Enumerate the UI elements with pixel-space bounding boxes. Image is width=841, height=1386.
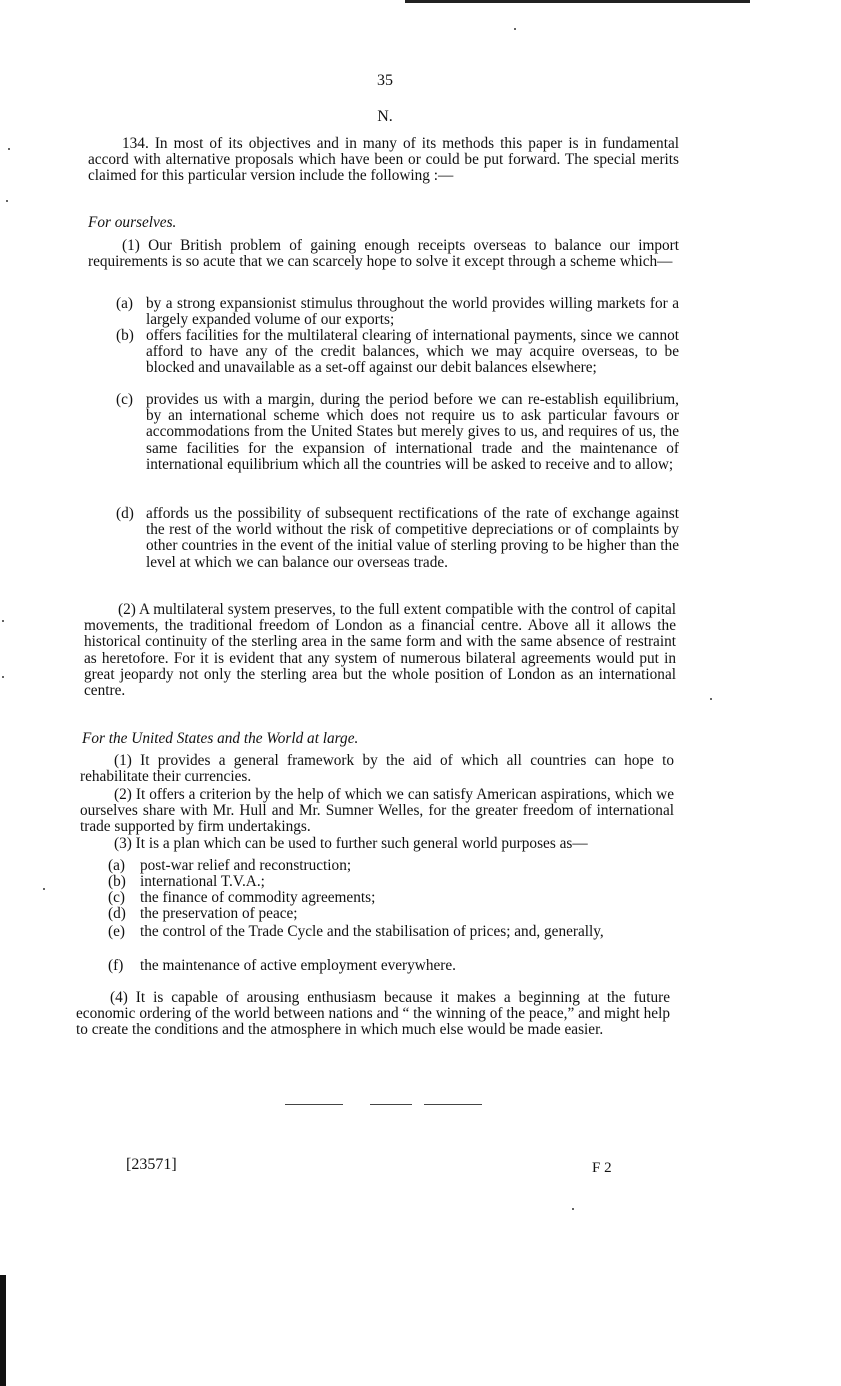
ourselves-point-2 bbox=[84, 602, 676, 699]
world-item-e bbox=[108, 923, 672, 940]
item-text: post-war relief and reconstruction; bbox=[140, 857, 352, 874]
section-letter: N. bbox=[377, 108, 393, 125]
item-text: by a strong expansionist stimulus throughout the world provides willing markets for a largely expanded volume of our exports; bbox=[146, 295, 679, 329]
world-point-3 bbox=[80, 836, 674, 852]
world-point-1 bbox=[80, 753, 674, 785]
item-label: (e) bbox=[108, 923, 125, 940]
item-text: provides us with a margin, during the period before we can re-establish equilibrium, by an international scheme which does not require us to ask particular favours or accommodations from the United States but merely gives to us, and requires of us, the same facilities for the expansion of international trade and the maintenance of international equilibrium which all the countries will be asked to receive and to allow; bbox=[146, 391, 679, 473]
document-reference: [23571] bbox=[126, 1156, 177, 1173]
item-label: (d) bbox=[116, 505, 134, 522]
ourselves-point-1-text: (1) Our British problem of gaining enough receipts overseas to balance our import requirements is so acute that we can scarcely hope to solve it except through a scheme which— bbox=[88, 237, 679, 271]
item-label: (c) bbox=[116, 391, 133, 408]
ourselves-item-c bbox=[116, 391, 679, 473]
heading-for-ourselves: For ourselves. bbox=[88, 214, 177, 231]
item-label: (a) bbox=[116, 295, 133, 312]
world-item-a bbox=[108, 857, 672, 874]
scan-speck bbox=[514, 28, 516, 30]
world-item-f bbox=[108, 957, 672, 974]
item-text: affords us the possibility of subsequent rectifications of the rate of exchange against the rest of the world without the risk of competitive depreciations or of complaints by other countries in the event of the initial value of sterling proving to be higher than the level at which we can balance our overseas trade. bbox=[146, 505, 679, 571]
world-point-2-text: (2) It offers a criterion by the help of which we can satisfy American aspirations, which we ourselves share with Mr. Hull and Mr. Sumner Welles, for the greater freedom of international trade supported by firm undertakings. bbox=[80, 786, 674, 836]
world-item-b bbox=[108, 873, 672, 890]
item-text: international T.V.A.; bbox=[140, 873, 265, 890]
end-rule bbox=[285, 1104, 343, 1105]
end-rule bbox=[424, 1104, 482, 1105]
world-point-2 bbox=[80, 787, 674, 836]
world-point-4 bbox=[76, 990, 670, 1039]
world-point-1-text: (1) It provides a general framework by the aid of which all countries can hope to rehabilitate their currencies. bbox=[80, 752, 674, 786]
item-text: the preservation of peace; bbox=[140, 905, 298, 922]
item-label: (b) bbox=[108, 873, 126, 890]
ourselves-item-d bbox=[116, 505, 679, 571]
scan-edge-line bbox=[405, 0, 750, 3]
item-text: the finance of commodity agreements; bbox=[140, 889, 376, 906]
end-rule bbox=[370, 1104, 412, 1105]
world-point-3-text: (3) It is a plan which can be used to further such general world purposes as— bbox=[114, 835, 588, 852]
ourselves-point-2-text: (2) A multilateral system preserves, to the full extent compatible with the control of capital movements, the traditional freedom of London as a financial centre. Above all it allows the historical continuity of the sterling area in the same form and with the same absence of restraint as heretofore. For it is evident that any system of numerous bilateral agreements would put in great jeopardy not only the sterling area but the whole position of London as an international centre. bbox=[84, 601, 676, 700]
world-item-d bbox=[108, 905, 672, 922]
ourselves-point-1 bbox=[88, 238, 679, 270]
scan-speck bbox=[43, 888, 45, 890]
scan-edge-bar bbox=[0, 1275, 6, 1386]
world-point-4-text: (4) It is capable of arousing enthusiasm because it makes a beginning at the future economic ordering of the world between nations and “ the winning of the peace,” and might help to create the conditions and the atmosphere in which much else would be made easier. bbox=[76, 989, 670, 1039]
scan-speck bbox=[572, 1208, 574, 1210]
world-item-c bbox=[108, 889, 672, 906]
intro-paragraph bbox=[88, 136, 679, 185]
item-text: the maintenance of active employment everywhere. bbox=[140, 957, 456, 974]
intro-text: 134. In most of its objectives and in many of its methods this paper is in fundamental accord with alternative proposals which have been or could be put forward. The special merits claimed for this particular version include the following :— bbox=[88, 135, 679, 185]
scan-speck bbox=[2, 676, 4, 678]
page-number: 35 bbox=[377, 72, 393, 89]
item-label: (d) bbox=[108, 905, 126, 922]
item-text: the control of the Trade Cycle and the stabilisation of prices; and, generally, bbox=[140, 923, 604, 940]
ourselves-item-a bbox=[116, 295, 679, 329]
signature-mark: F 2 bbox=[592, 1160, 612, 1176]
item-label: (c) bbox=[108, 889, 125, 906]
scan-speck bbox=[6, 200, 8, 202]
item-text: offers facilities for the multilateral clearing of international payments, since we cannot afford to have any of the credit balances, which we may acquire overseas, to be blocked and unavailable as a set-off against our debit balances elsewhere; bbox=[146, 327, 679, 377]
item-label: (b) bbox=[116, 327, 134, 344]
item-label: (f) bbox=[108, 957, 124, 974]
heading-united-states-world: For the United States and the World at large. bbox=[82, 730, 359, 747]
scan-speck bbox=[710, 698, 712, 700]
ourselves-item-b bbox=[116, 327, 679, 377]
scan-speck bbox=[8, 148, 10, 150]
item-label: (a) bbox=[108, 857, 125, 874]
scan-speck bbox=[2, 620, 4, 622]
